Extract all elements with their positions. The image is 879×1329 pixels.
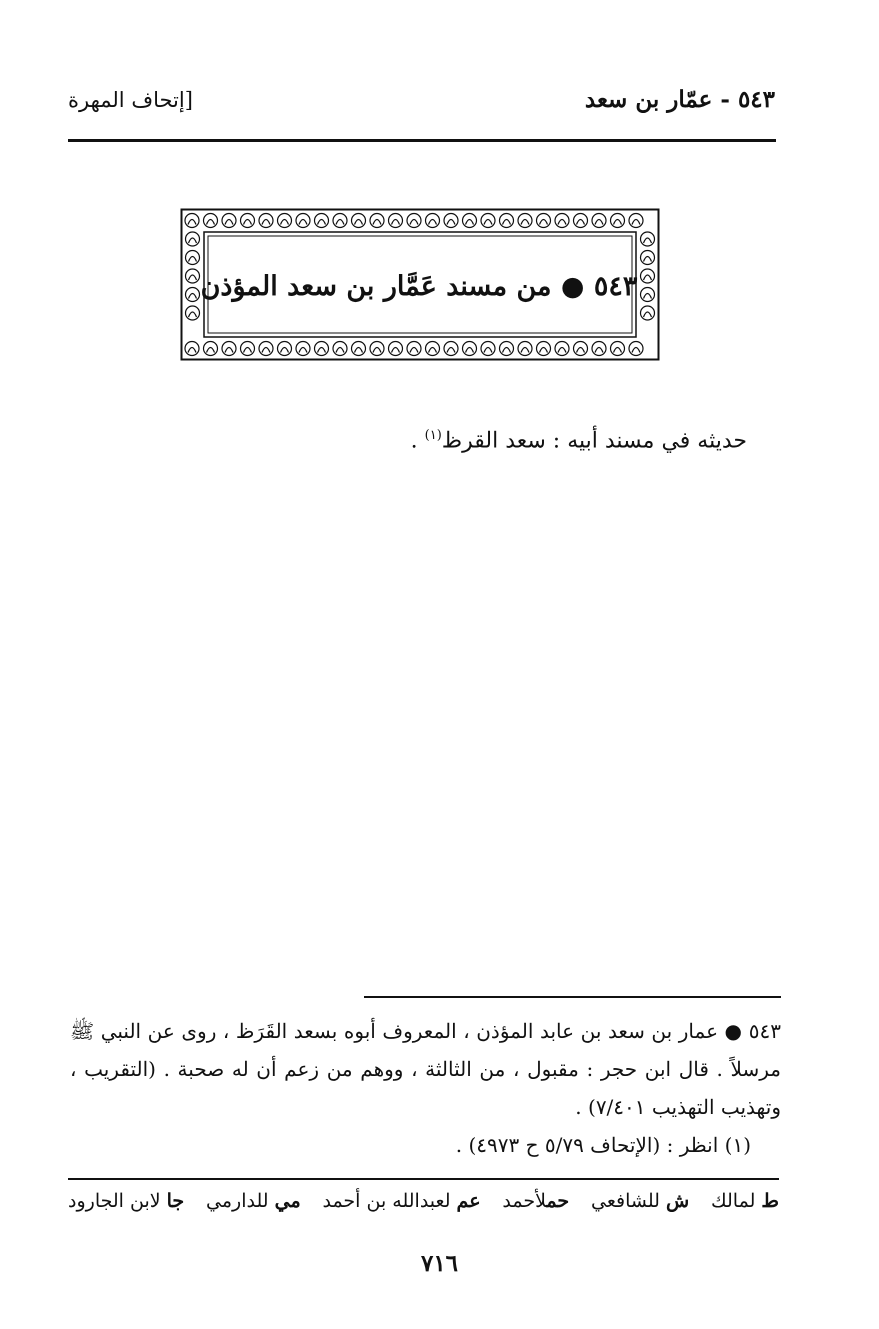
ornament-motif	[447, 348, 455, 353]
ornament-motif	[574, 214, 588, 228]
ornament-motif	[241, 214, 255, 228]
ornament-motif	[333, 214, 347, 228]
footnote-rule	[364, 996, 781, 998]
ornament-motif	[641, 232, 655, 246]
ornament-motif	[186, 306, 200, 320]
ornament-motif	[632, 220, 640, 225]
ornament-motif	[614, 220, 622, 225]
ornament-motif	[611, 214, 625, 228]
ornament-motif	[540, 348, 548, 353]
siglum-label: لأحمد	[502, 1190, 547, 1212]
ornament-motif	[558, 348, 566, 353]
ornament-motif	[641, 288, 655, 302]
title-number: ٥٤٣	[593, 270, 638, 302]
ornament-motif	[189, 238, 197, 243]
ornament-motif	[644, 312, 652, 317]
ornament-motif	[632, 348, 640, 353]
ornament-motif	[592, 342, 606, 356]
ornament-motif	[244, 220, 252, 225]
header-rule	[68, 139, 776, 142]
ornament-motif	[370, 342, 384, 356]
ornament-motif	[577, 348, 585, 353]
ornament-motif	[429, 348, 437, 353]
ornament-motif	[484, 348, 492, 353]
ornament-motif	[296, 214, 310, 228]
ornament-motif	[189, 275, 197, 280]
ornament-motif	[407, 214, 421, 228]
ornament-motif	[188, 348, 196, 353]
siglum-item	[322, 1190, 480, 1212]
ornament-motif	[296, 342, 310, 356]
ornament-motif	[521, 220, 529, 225]
ornament-motif	[278, 342, 292, 356]
ornament-motif	[644, 257, 652, 262]
ornament-motif	[185, 214, 199, 228]
footnote-mark: (١)	[424, 428, 442, 443]
ornament-motif	[186, 269, 200, 283]
body-text: حديثه في مسند أبيه : سعد القرظ	[441, 428, 747, 454]
ornament-motif	[410, 220, 418, 225]
ornament-motif	[407, 342, 421, 356]
ornament-motif	[641, 306, 655, 320]
ornament-motif	[207, 220, 215, 225]
body-line	[411, 428, 747, 453]
ornament-motif	[592, 214, 606, 228]
ornament-motif	[186, 232, 200, 246]
ornament-motif	[577, 220, 585, 225]
ornament-motif	[373, 348, 381, 353]
ornament-motif	[392, 220, 400, 225]
ornament-motif	[355, 220, 363, 225]
ornament-motif	[225, 220, 233, 225]
ornament-motif	[186, 251, 200, 265]
ornament-motif	[644, 238, 652, 243]
siglum-item	[711, 1190, 779, 1212]
ornament-motif	[259, 342, 273, 356]
ornament-motif	[500, 342, 514, 356]
ornament-motif	[537, 214, 551, 228]
ornament-motif	[373, 220, 381, 225]
ornament-motif	[521, 348, 529, 353]
siglum-label: للشافعي	[591, 1190, 660, 1212]
running-head-section: ٥٤٣ - عمّار بن سعد	[584, 86, 775, 113]
ornament-motif	[481, 214, 495, 228]
siglum-code: ش	[665, 1190, 690, 1212]
ornament-motif	[392, 348, 400, 353]
ornament-motif	[429, 220, 437, 225]
ornament-motif	[463, 214, 477, 228]
siglum-item	[502, 1190, 569, 1212]
ornament-motif	[426, 342, 440, 356]
ornament-motif	[352, 342, 366, 356]
ornament-motif	[336, 348, 344, 353]
ornament-motif	[259, 214, 273, 228]
siglum-label: لعبدالله بن أحمد	[322, 1190, 451, 1212]
ornament-motif	[222, 342, 236, 356]
siglum-code: ط	[761, 1190, 779, 1212]
ornament-motif	[641, 269, 655, 283]
running-head-book: [إتحاف المهرة	[68, 88, 193, 112]
ornament-motif	[188, 220, 196, 225]
ornament-motif	[225, 348, 233, 353]
ornament-motif	[555, 342, 569, 356]
ornament-motif	[503, 220, 511, 225]
footnote-1: (١) انظر : (الإتحاف ٥/٧٩ ح ٤٩٧٣) .	[455, 1133, 751, 1157]
ornament-motif	[614, 348, 622, 353]
ornament-motif	[318, 220, 326, 225]
section-title	[200, 236, 638, 336]
ornament-motif	[189, 257, 197, 262]
ornament-motif	[333, 342, 347, 356]
ornament-motif	[444, 342, 458, 356]
ornament-motif	[503, 348, 511, 353]
sigla-legend	[68, 1190, 779, 1212]
ornament-motif	[281, 220, 289, 225]
ornament-motif	[466, 348, 474, 353]
siglum-code: عم	[456, 1190, 481, 1212]
ornament-motif	[595, 348, 603, 353]
siglum-code: حم	[546, 1190, 570, 1212]
ornament-motif	[447, 220, 455, 225]
ornament-motif	[540, 220, 548, 225]
ornament-motif	[241, 342, 255, 356]
ornament-motif	[281, 348, 289, 353]
siglum-code: مي	[274, 1190, 301, 1212]
siglum-item	[206, 1190, 301, 1212]
ornament-motif	[222, 214, 236, 228]
ornament-motif	[644, 275, 652, 280]
ornament-motif	[641, 251, 655, 265]
ornament-motif	[611, 342, 625, 356]
footnotes	[70, 1012, 781, 1164]
body-end: .	[410, 428, 425, 454]
ornament-motif	[389, 214, 403, 228]
ornament-motif	[595, 220, 603, 225]
ornament-motif	[558, 220, 566, 225]
ornament-motif	[318, 348, 326, 353]
ornament-motif	[518, 342, 532, 356]
ornament-motif	[262, 348, 270, 353]
page-number: ٧١٦	[420, 1250, 459, 1277]
ornament-motif	[481, 342, 495, 356]
ornament-motif	[500, 214, 514, 228]
siglum-label: للدارمي	[206, 1190, 269, 1212]
siglum-label: لمالك	[711, 1190, 756, 1212]
ornament-motif	[463, 342, 477, 356]
ornament-motif	[352, 214, 366, 228]
ornament-motif	[315, 342, 329, 356]
ornament-motif	[207, 348, 215, 353]
ornament-motif	[644, 294, 652, 299]
bullet-mark: ●	[560, 270, 585, 302]
ornament-motif	[299, 220, 307, 225]
ornament-motif	[518, 214, 532, 228]
ornament-motif	[244, 348, 252, 353]
ornament-motif	[555, 214, 569, 228]
ornament-motif	[629, 342, 643, 356]
ornament-motif	[299, 348, 307, 353]
ornament-motif	[389, 342, 403, 356]
ornament-motif	[370, 214, 384, 228]
ornament-motif	[262, 220, 270, 225]
ornament-motif	[189, 294, 197, 299]
ornament-motif	[466, 220, 474, 225]
ornament-motif	[204, 342, 218, 356]
bottom-rule	[68, 1178, 779, 1180]
ornament-motif	[278, 214, 292, 228]
ornament-motif	[185, 342, 199, 356]
ornament-motif	[355, 348, 363, 353]
ornament-motif	[315, 214, 329, 228]
ornament-motif	[186, 288, 200, 302]
ornament-motif	[204, 214, 218, 228]
ornament-motif	[189, 312, 197, 317]
siglum-item	[591, 1190, 689, 1212]
footnote-biography: ٥٤٣ ● عمار بن سعد بن عابد المؤذن ، المعروف أبوه بسعد القَرَظ ، روى عن النبي ﷺ مرسلاً . قال ابن حجر : مقبول ، من الثالثة ، ووهم من زعم أن له صحبة . (التقريب ، وتهذيب التهذيب ٧/٤٠١) .	[70, 1019, 781, 1119]
siglum-label: لابن الجارود	[68, 1190, 161, 1212]
ornament-motif	[444, 214, 458, 228]
siglum-code: جا	[166, 1190, 185, 1212]
ornament-motif	[426, 214, 440, 228]
siglum-item	[68, 1190, 184, 1212]
ornament-motif	[537, 342, 551, 356]
ornament-motif	[574, 342, 588, 356]
ornament-motif	[629, 214, 643, 228]
ornament-motif	[484, 220, 492, 225]
ornament-motif	[336, 220, 344, 225]
ornament-motif	[410, 348, 418, 353]
title-text: من مسند عَمَّار بن سعد المؤذن	[200, 270, 552, 302]
